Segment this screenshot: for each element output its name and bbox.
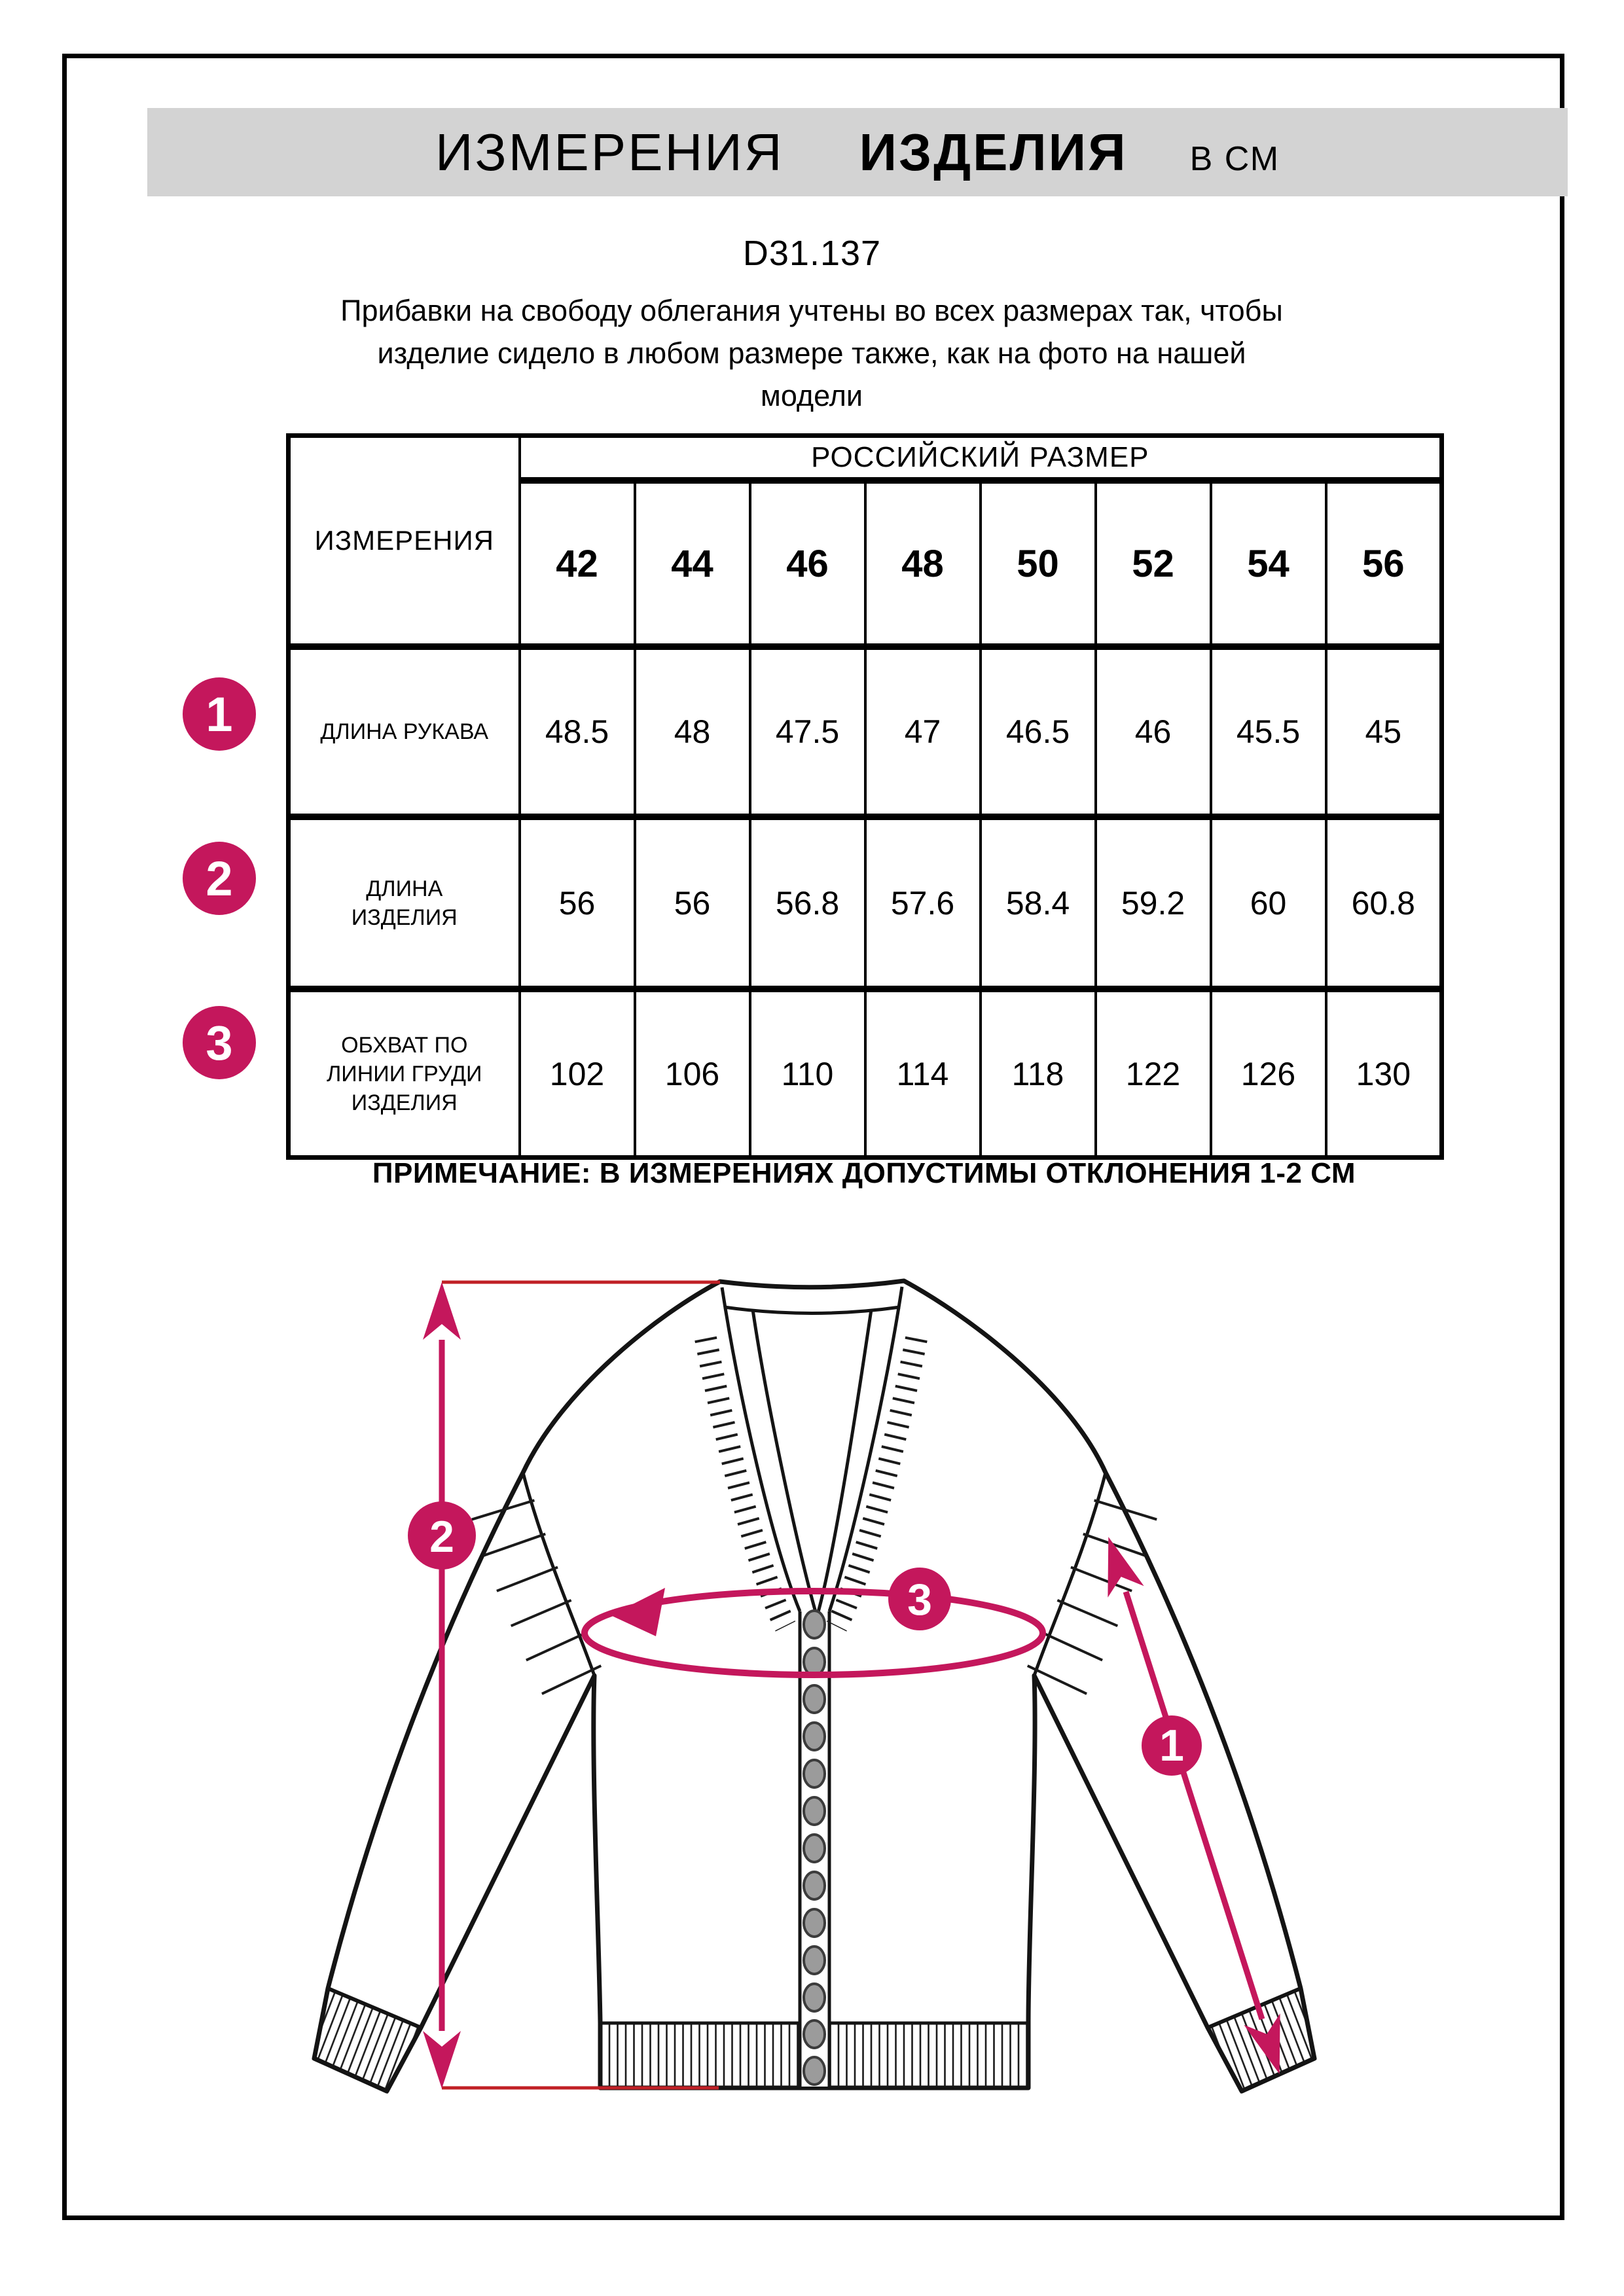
cell-value: 118	[981, 989, 1096, 1158]
cell-value: 56.8	[750, 817, 865, 989]
cell-value: 48.5	[520, 647, 635, 817]
product-code: D31.137	[742, 234, 882, 273]
button	[804, 2020, 825, 2048]
diagram-badge-2-label: 2	[429, 1512, 454, 1562]
cell-value: 46	[1096, 647, 1211, 817]
table-corner-label: ИЗМЕРЕНИЯ	[289, 436, 520, 647]
cell-value: 57.6	[865, 817, 981, 989]
button	[804, 1872, 825, 1899]
description-line: модели	[760, 379, 863, 412]
size-header: 56	[1326, 480, 1442, 647]
button	[804, 2057, 825, 2085]
cell-value: 58.4	[981, 817, 1096, 989]
row-label: ДЛИНА РУКАВА	[289, 647, 520, 817]
cell-value: 45.5	[1211, 647, 1326, 817]
description-line: изделие сидело в любом размере также, как на фото на нашей	[377, 336, 1246, 370]
cell-value: 59.2	[1096, 817, 1211, 989]
button	[804, 1611, 825, 1638]
cell-value: 47.5	[750, 647, 865, 817]
cell-value: 126	[1211, 989, 1326, 1158]
title-word-product: ИЗДЕЛИЯ	[859, 123, 1128, 181]
button	[804, 1835, 825, 1862]
row-label: ОБХВАТ ПО ЛИНИИ ГРУДИ ИЗДЕЛИЯ	[289, 989, 520, 1158]
button	[804, 1909, 825, 1937]
cell-value: 106	[635, 989, 750, 1158]
button	[804, 1797, 825, 1825]
button	[804, 1685, 825, 1713]
button	[804, 1723, 825, 1750]
cell-value: 102	[520, 989, 635, 1158]
title-word-measurements: ИЗМЕРЕНИЯ	[435, 123, 784, 181]
cell-value: 45	[1326, 647, 1442, 817]
cell-value: 130	[1326, 989, 1442, 1158]
cell-value: 60.8	[1326, 817, 1442, 989]
size-header: 42	[520, 480, 635, 647]
cell-value: 48	[635, 647, 750, 817]
diagram-badge-1-label: 1	[1159, 1721, 1184, 1770]
cell-value: 110	[750, 989, 865, 1158]
row-number-badge-1: 1	[183, 677, 256, 751]
row-number-badge-3: 3	[183, 1006, 256, 1079]
cell-value: 47	[865, 647, 981, 817]
button	[804, 1946, 825, 1974]
cell-value: 46.5	[981, 647, 1096, 817]
diagram-badge-3-label: 3	[907, 1575, 932, 1624]
button	[804, 1984, 825, 2011]
cell-value: 60	[1211, 817, 1326, 989]
row-number-badge-2: 2	[183, 842, 256, 915]
size-header: 44	[635, 480, 750, 647]
button	[804, 1648, 825, 1676]
tolerance-note: ПРИМЕЧАНИЕ: В ИЗМЕРЕНИЯХ ДОПУСТИМЫ ОТКЛОНЕНИЯ 1-2 СМ	[372, 1157, 1356, 1189]
cell-value: 56	[520, 817, 635, 989]
title-units: В СМ	[1189, 140, 1280, 178]
description-line: Прибавки на свободу облегания учтены во всех размерах так, чтобы	[340, 294, 1283, 327]
cell-value: 114	[865, 989, 981, 1158]
row-label: ДЛИНА ИЗДЕЛИЯ	[289, 817, 520, 989]
button	[804, 1760, 825, 1787]
table-group-header: РОССИЙСКИЙ РАЗМЕР	[520, 436, 1442, 481]
size-header: 52	[1096, 480, 1211, 647]
cell-value: 122	[1096, 989, 1211, 1158]
cell-value: 56	[635, 817, 750, 989]
size-header: 54	[1211, 480, 1326, 647]
size-header: 48	[865, 480, 981, 647]
size-header: 46	[750, 480, 865, 647]
size-header: 50	[981, 480, 1096, 647]
